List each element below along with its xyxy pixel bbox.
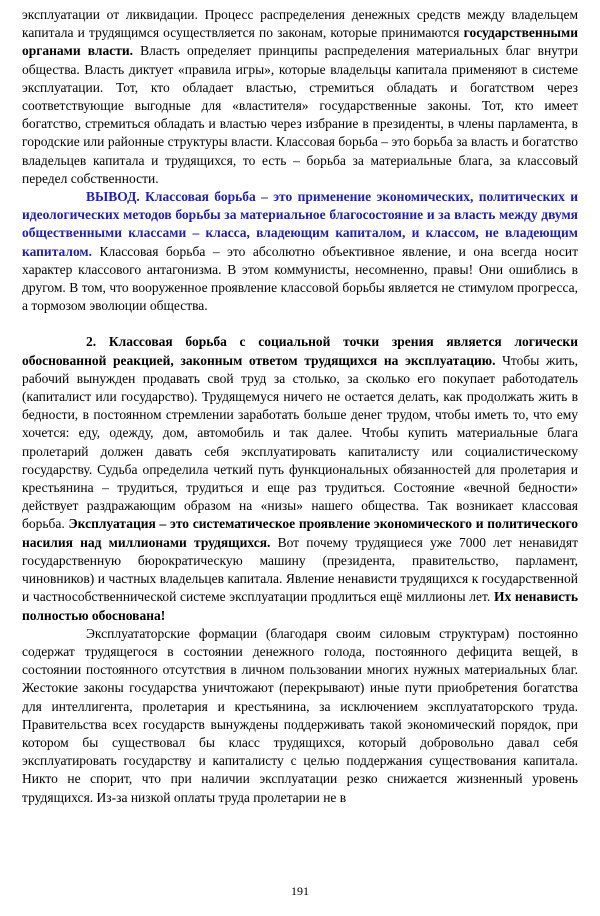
p3-text-a: Чтобы жить, рабочий вынужден продавать свой труд за столько, за сколько его покупает работодатель (капиталист или государство). Трудящемуся ничего не остается делать, как продолжать жить в бедности, в постоянном стремлении заработать больше денег трудом, чтобы иметь то, что ему хочется: еду, одежду, дом, автомобиль и так далее. Чтобы купить материальные блага пролетарий должен давать себя эксплуатировать капиталисту или социалистическому государству. Судьба определила четкий путь функциональных обязанностей для пролетария и крестьянина – трудиться, трудиться и еще раз трудиться. Состояние «вечной бедности» действует раздражающим образом на «низы» нашего общества. Так возникает классовая борьба. <box>22 352 578 532</box>
p1-text-a: эксплуатации от ликвидации. Процесс распределения денежных средств между владельцем капитала и трудящимся осуществляется по законам, которые принимаются <box>22 7 578 41</box>
p3-bold-exploitation: Эксплуатация – это систематическое проявление экономического и политического насилия над миллионами трудящихся. <box>22 516 578 550</box>
p1-text-c: Власть определяет принципы распределения материальных благ внутри общества. Власть диктует «правила игры», которые владельцы капитала применяют в системе эксплуатации. Тот, кто обладает властью, стремиться обладать и богатством через соответствующие выгодные для «властителя» государственные законы. Тот, кто имеет богатство, стремиться обладать и властью через избрание в президенты, в члены парламента, в городские или районные структуры власти. Классовая борьба – это борьба за власть и богатство владельцев капитала и трудящихся, то есть – борьба за материальные блага, за классовый передел собственности. <box>22 43 578 186</box>
page-number: 191 <box>291 884 309 898</box>
p3-text-c: Вот почему трудящиеся уже 7000 лет ненавидят государственную бюрократическую машину (президента, правительство, парламент, чиновников) и частных владельцев капитала. Явление ненависти трудящихся к государственной и частнособственнической системе эксплуатации продлиться ещё миллионы лет. <box>22 534 578 605</box>
paragraph-conclusion <box>22 188 578 315</box>
conclusion-highlight: ВЫВОД. Классовая борьба – это применение экономических, политических и идеологических методов борьбы за материальное благосостояние и за власть между двумя общественными классами – класса, владеющим капиталом, и классом, не владеющим капиталом. <box>22 189 578 259</box>
paragraph-section-2 <box>22 333 578 624</box>
paragraph-exploitative-formations: Эксплуататорские формации (благодаря своим силовым структурам) постоянно содержат трудящегося в состоянии денежного голода, постоянного дефицита вещей, в состоянии постоянного отсутствия в личном пользовании многих нужных материальных благ. Жестокие законы государства уничтожают (перекрывают) иные пути приобретения богатства для интеллигента, пролетария и крестьянина, за исключением эксплуататорского труда. Правительства всех государств вынуждены поддерживать такой экономический порядок, при котором бы существовал бы класс трудящихся, который добровольно давал себя эксплуатировать государству и капиталисту с целью поддержания существования капитала. Никто не спорит, что при наличии эксплуатации резко снижается жизненный уровень трудящихся. Из-за низкой оплаты труда пролетарии не в <box>22 625 578 805</box>
p1-bold-state-authorities: государственными органами власти. <box>22 25 578 59</box>
p3-bold-hatred: Их ненависть полностью обоснована! <box>22 589 578 623</box>
paragraph-power-and-wealth <box>22 6 578 188</box>
section-2-heading: 2. Классовая борьба с социальной точки зрения является логически обоснованной реакцией, законным ответом трудящихся на эксплуатацию. <box>22 334 578 368</box>
paragraph-gap <box>22 315 578 333</box>
conclusion-rest: Классовая борьба – это абсолютно объективное явление, и она всегда носит характер классового антагонизма. В этом коммунисты, несомненно, правы! Они ошиблись в другом. В том, что вооруженное проявление классовой борьбы является не стимулом прогресса, а тормозом эволюции общества. <box>22 243 578 314</box>
document-page <box>22 6 578 807</box>
